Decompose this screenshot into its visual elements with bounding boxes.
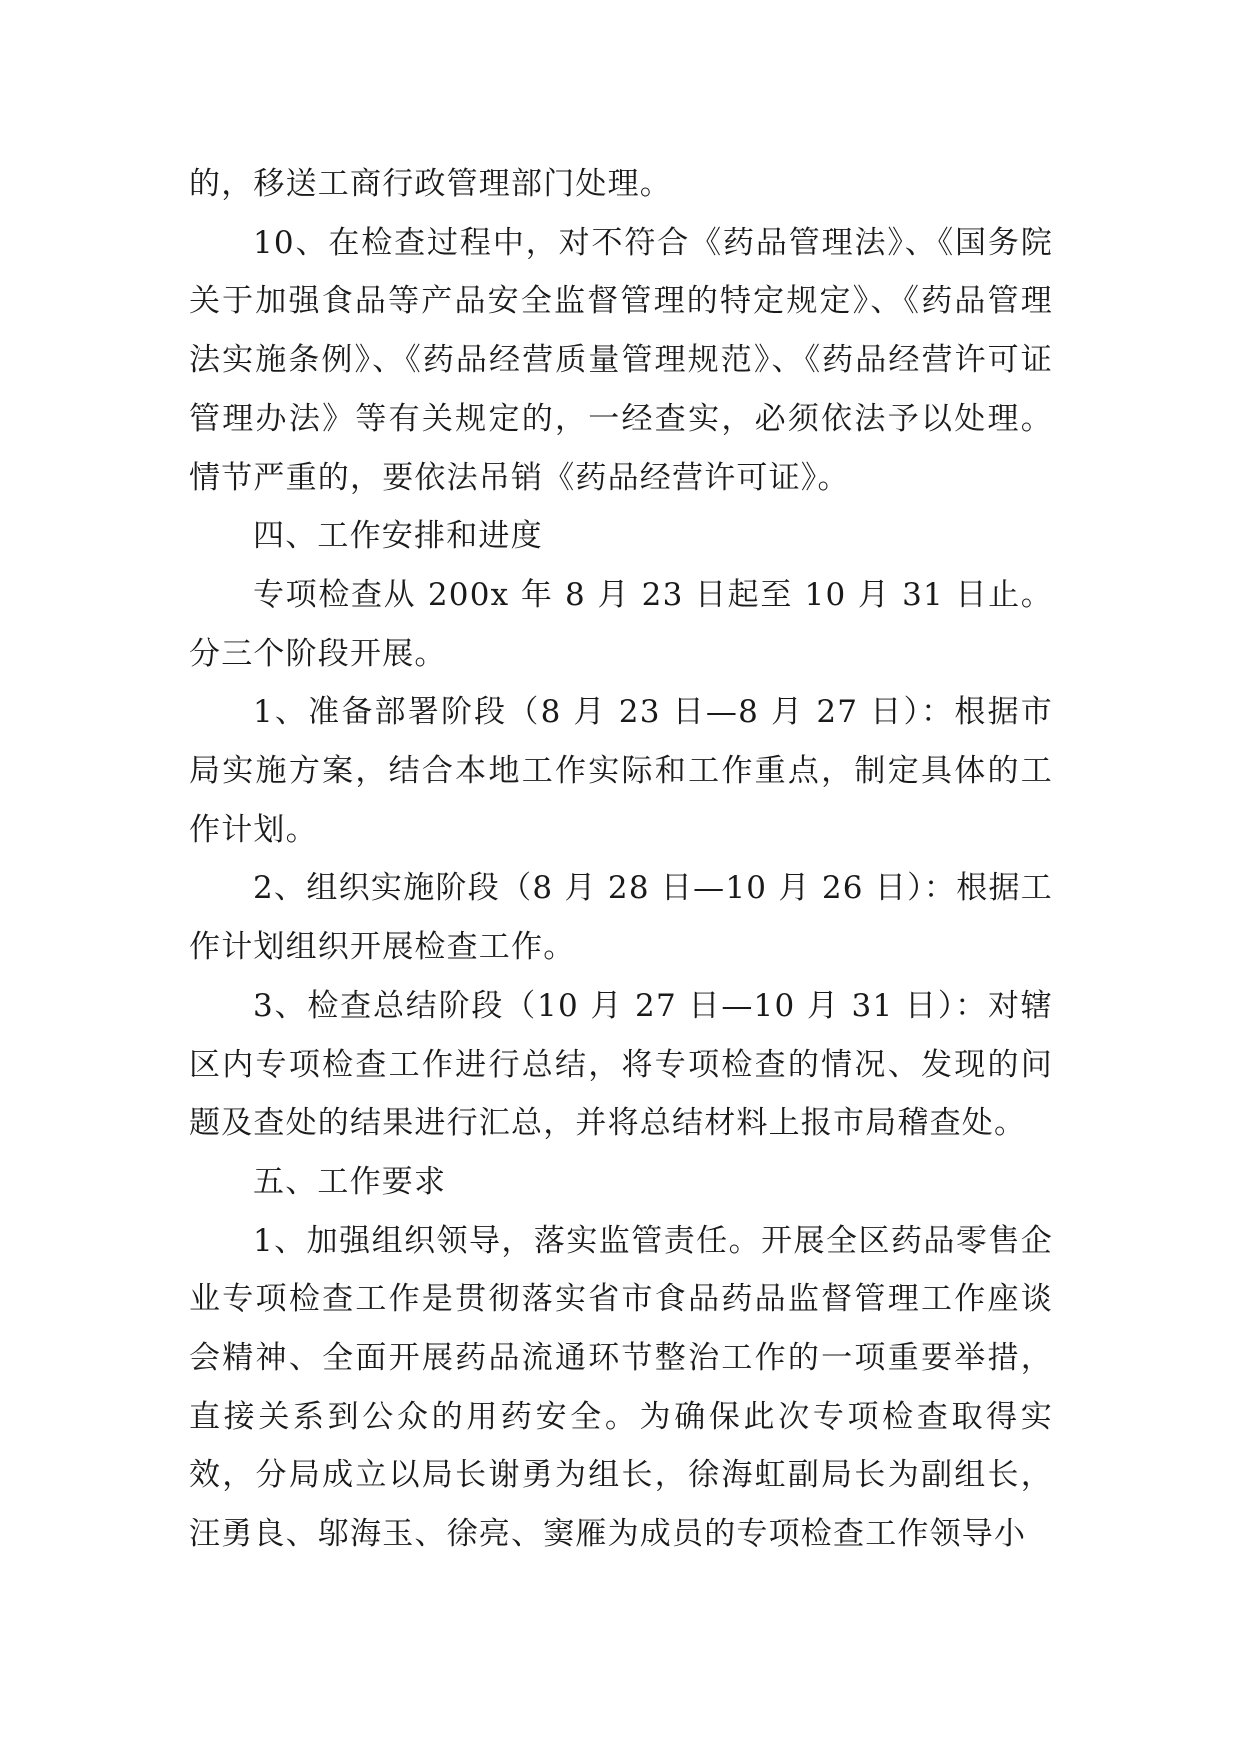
paragraph-stage-3: 3、检查总结阶段（10 月 27 日—10 月 31 日）：对辖区内专项检查工作进行总结，将专项检查的情况、发现的问题及查处的结果进行汇总，并将总结材料上报市局稽查处。: [189, 987, 1053, 1142]
section-heading-requirements: 五、工作要求: [253, 1163, 447, 1200]
paragraph-stage-1: 1、准备部署阶段（8 月 23 日—8 月 27 日）：根据市局实施方案，结合本地工作实际和工作重点，制定具体的工作计划。: [189, 694, 1053, 848]
document-body: [189, 155, 1053, 1564]
paragraph-item-10: 10、在检查过程中，对不符合《药品管理法》、《国务院关于加强食品等产品安全监督管理的特定规定》、《药品管理法实施条例》、《药品经营质量管理规范》、《药品经营许可证管理办法》等有关规定的，一经查实，必须依法予以处理。情节严重的，要依法吊销《药品经营许可证》。: [189, 224, 1053, 496]
paragraph-requirement-1: 1、加强组织领导，落实监管责任。开展全区药品零售企业专项检查工作是贯彻落实省市食品药品监督管理工作座谈会精神、全面开展药品流通环节整治工作的一项重要举措，直接关系到公众的用药安全。为确保此次专项检查取得实效，分局成立以局长谢勇为组长，徐海虹副局长为副组长，汪勇良、邬海玉、徐亮、窦雁为成员的专项检查工作领导小: [189, 1222, 1053, 1553]
section-heading-schedule: 四、工作安排和进度: [253, 518, 543, 555]
paragraph-stage-2: 2、组织实施阶段（8 月 28 日—10 月 26 日）：根据工作计划组织开展检查工作。: [189, 870, 1053, 966]
paragraph-schedule-overview: 专项检查从 200x 年 8 月 23 日起至 10 月 31 日止。分三个阶段开展。: [189, 576, 1053, 672]
paragraph-continuation: 的，移送工商行政管理部门处理。: [189, 166, 672, 202]
